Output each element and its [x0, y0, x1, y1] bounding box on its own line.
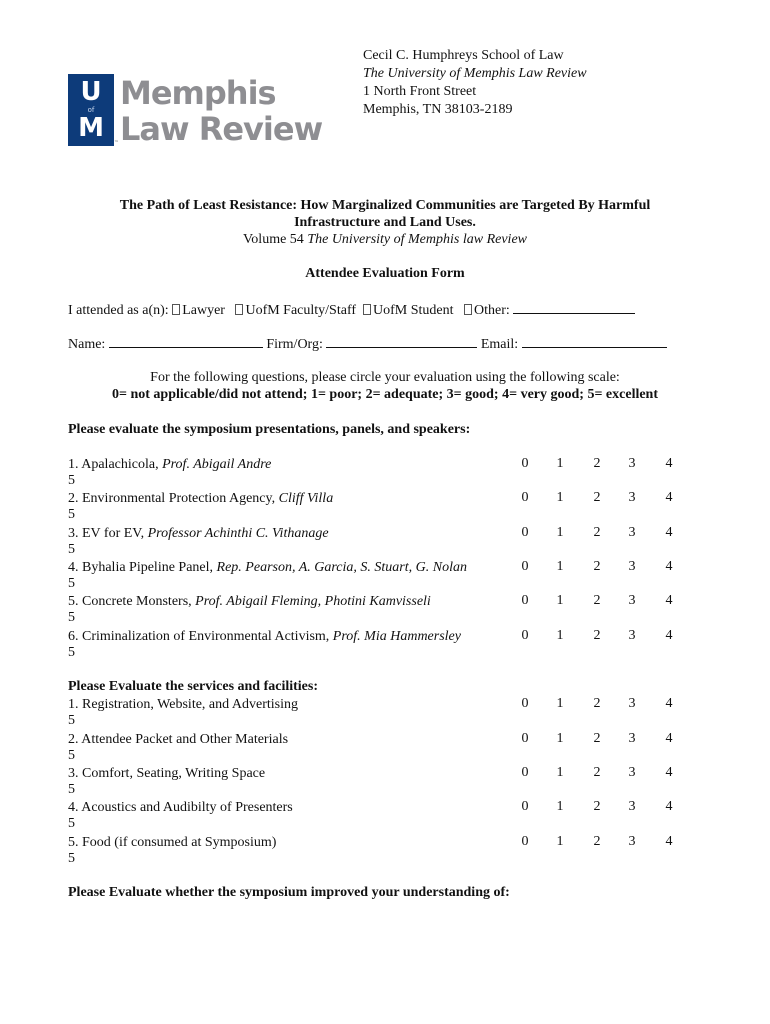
volume-line — [0, 232, 770, 248]
score-option[interactable]: 3 — [628, 765, 636, 780]
score-option[interactable]: 0 — [521, 799, 529, 814]
score-option[interactable]: 2 — [593, 559, 601, 574]
option-lawyer-label: Lawyer — [182, 303, 225, 318]
score-option[interactable]: 1 — [556, 799, 564, 814]
item-title: 2. Environmental Protection Agency, — [68, 491, 279, 506]
score-option[interactable]: 4 — [665, 490, 673, 505]
section1-item-6 — [68, 628, 461, 645]
section1-item-6-score-5[interactable]: 5 — [68, 645, 75, 660]
score-option[interactable]: 4 — [665, 731, 673, 746]
score-option[interactable]: 4 — [665, 593, 673, 608]
email-label: Email: — [480, 337, 519, 352]
section1-item-2-score-5[interactable]: 5 — [68, 507, 75, 522]
score-option[interactable]: 4 — [665, 834, 673, 849]
score-option[interactable]: 0 — [521, 490, 529, 505]
score-option[interactable]: 0 — [521, 593, 529, 608]
checkbox-other[interactable] — [464, 304, 472, 315]
item-title: 3. EV for EV, — [68, 526, 148, 541]
memphis-law-review-logo — [68, 74, 324, 150]
logo-of-text: of — [87, 106, 95, 114]
instructions-scale: 0= not applicable/did not attend; 1= poor; 2= adequate; 3= good; 4= very good; 5= excellent — [111, 387, 659, 402]
score-option[interactable]: 1 — [556, 456, 564, 471]
section2-item-4-score-5[interactable]: 5 — [68, 816, 75, 831]
section2-item-1: 1. Registration, Website, and Advertising — [68, 697, 298, 712]
item-title: 6. Criminalization of Environmental Activism, — [68, 629, 333, 644]
score-option[interactable]: 4 — [665, 456, 673, 471]
score-option[interactable]: 4 — [665, 799, 673, 814]
checkbox-lawyer[interactable] — [172, 304, 180, 315]
score-option[interactable]: 4 — [665, 628, 673, 643]
score-option[interactable]: 2 — [593, 628, 601, 643]
section1-item-1-score-5[interactable]: 5 — [68, 473, 75, 488]
score-option[interactable]: 1 — [556, 696, 564, 711]
score-option[interactable]: 2 — [593, 525, 601, 540]
logo-memphis-text: Memphis — [120, 74, 276, 112]
score-option[interactable]: 3 — [628, 525, 636, 540]
address-city: Memphis, TN 38103-2189 — [363, 102, 513, 117]
item-speaker: Rep. Pearson, A. Garcia, S. Stuart, G. Nolan — [216, 560, 467, 575]
score-option[interactable]: 2 — [593, 799, 601, 814]
score-option[interactable]: 1 — [556, 559, 564, 574]
address-school: Cecil C. Humphreys School of Law — [363, 48, 564, 63]
firm-label: Firm/Org: — [266, 337, 323, 352]
contact-row — [68, 335, 667, 353]
logo-trademark: ™ — [114, 140, 119, 146]
score-option[interactable]: 3 — [628, 593, 636, 608]
symposium-title-line2: Infrastructure and Land Uses. — [294, 215, 476, 230]
score-option[interactable]: 1 — [556, 765, 564, 780]
score-option[interactable]: 1 — [556, 834, 564, 849]
score-option[interactable]: 3 — [628, 628, 636, 643]
section1-item-3 — [68, 525, 329, 542]
score-option[interactable]: 0 — [521, 834, 529, 849]
symposium-title-line1: The Path of Least Resistance: How Marginalized Communities are Targeted By Harmful — [119, 198, 651, 213]
section1-item-4 — [68, 559, 467, 576]
section2-item-4: 4. Acoustics and Audibilty of Presenters — [68, 800, 293, 815]
section1-item-3-score-5[interactable]: 5 — [68, 542, 75, 557]
volume-number: Volume 54 — [243, 232, 308, 247]
score-option[interactable]: 4 — [665, 559, 673, 574]
university-shield-icon — [68, 74, 114, 146]
section3-heading: Please Evaluate whether the symposium improved your understanding of: — [68, 885, 510, 900]
item-speaker: Prof. Abigail Fleming, Photini Kamvisseli — [195, 594, 431, 609]
section2-item-3: 3. Comfort, Seating, Writing Space — [68, 766, 266, 781]
section1-item-2 — [68, 490, 333, 507]
firm-field[interactable] — [326, 335, 477, 348]
item-speaker: Prof. Mia Hammersley — [332, 629, 461, 644]
score-option[interactable]: 2 — [593, 731, 601, 746]
name-label: Name: — [68, 337, 106, 352]
section1-item-4-score-5[interactable]: 5 — [68, 576, 75, 591]
checkbox-student[interactable] — [363, 304, 371, 315]
address-journal: The University of Memphis Law Review — [363, 66, 587, 81]
score-option[interactable]: 2 — [593, 696, 601, 711]
score-option[interactable]: 2 — [593, 765, 601, 780]
score-option[interactable]: 4 — [665, 765, 673, 780]
option-other-label: Other: — [474, 303, 510, 318]
score-option[interactable]: 0 — [521, 731, 529, 746]
section2-item-5-score-5[interactable]: 5 — [68, 851, 75, 866]
section1-item-5-score-5[interactable]: 5 — [68, 610, 75, 625]
score-option[interactable]: 0 — [521, 525, 529, 540]
section2-item-3-score-5[interactable]: 5 — [68, 782, 75, 797]
score-option[interactable]: 3 — [628, 731, 636, 746]
checkbox-faculty-staff[interactable] — [235, 304, 243, 315]
item-title: 5. Concrete Monsters, — [68, 594, 196, 609]
option-student-label: UofM Student — [373, 303, 454, 318]
section1-heading: Please evaluate the symposium presentations, panels, and speakers: — [68, 422, 471, 437]
score-option[interactable]: 0 — [521, 559, 529, 574]
logo-m-letter: M — [78, 113, 104, 143]
option-faculty-staff-label: UofM Faculty/Staff — [245, 303, 357, 318]
score-option[interactable]: 0 — [521, 696, 529, 711]
section2-heading: Please Evaluate the services and facilities: — [68, 679, 319, 694]
logo-u-letter: U — [80, 77, 102, 107]
score-option[interactable]: 1 — [556, 731, 564, 746]
score-option[interactable]: 4 — [665, 696, 673, 711]
score-option[interactable]: 3 — [628, 456, 636, 471]
email-field[interactable] — [522, 335, 667, 348]
name-field[interactable] — [109, 335, 263, 348]
logo-law-review-text: Law Review — [120, 110, 323, 148]
score-option[interactable]: 3 — [628, 696, 636, 711]
score-option[interactable]: 1 — [556, 525, 564, 540]
volume-journal: The University of Memphis law Review — [307, 232, 527, 247]
item-title: 1. Apalachicola, — [68, 457, 163, 472]
instructions-line1: For the following questions, please circle your evaluation using the following scale: — [150, 370, 620, 385]
score-option[interactable]: 0 — [521, 456, 529, 471]
score-option[interactable]: 3 — [628, 490, 636, 505]
score-option[interactable]: 1 — [556, 593, 564, 608]
attended-as-label: I attended as a(n): — [68, 303, 169, 318]
score-option[interactable]: 2 — [593, 490, 601, 505]
other-field[interactable] — [513, 301, 635, 314]
score-option[interactable]: 0 — [521, 765, 529, 780]
score-option[interactable]: 2 — [593, 834, 601, 849]
score-option[interactable]: 4 — [665, 525, 673, 540]
item-speaker: Prof. Abigail Andre — [162, 457, 272, 472]
section2-item-5: 5. Food (if consumed at Symposium) — [68, 835, 277, 850]
section2-item-2: 2. Attendee Packet and Other Materials — [68, 732, 289, 747]
section2-item-1-score-5[interactable]: 5 — [68, 713, 75, 728]
score-option[interactable]: 1 — [556, 628, 564, 643]
address-street: 1 North Front Street — [363, 84, 477, 99]
score-option[interactable]: 0 — [521, 628, 529, 643]
score-option[interactable]: 3 — [628, 559, 636, 574]
item-title: 4. Byhalia Pipeline Panel, — [68, 560, 217, 575]
section1-item-5 — [68, 593, 431, 610]
section2-item-2-score-5[interactable]: 5 — [68, 748, 75, 763]
form-title: Attendee Evaluation Form — [305, 266, 465, 281]
item-speaker: Professor Achinthi C. Vithanage — [147, 526, 329, 541]
score-option[interactable]: 1 — [556, 490, 564, 505]
score-option[interactable]: 3 — [628, 799, 636, 814]
score-option[interactable]: 3 — [628, 834, 636, 849]
score-option[interactable]: 2 — [593, 593, 601, 608]
score-option[interactable]: 2 — [593, 456, 601, 471]
section1-item-1 — [68, 456, 271, 473]
item-speaker: Cliff Villa — [278, 491, 334, 506]
attended-as-row — [68, 301, 635, 319]
